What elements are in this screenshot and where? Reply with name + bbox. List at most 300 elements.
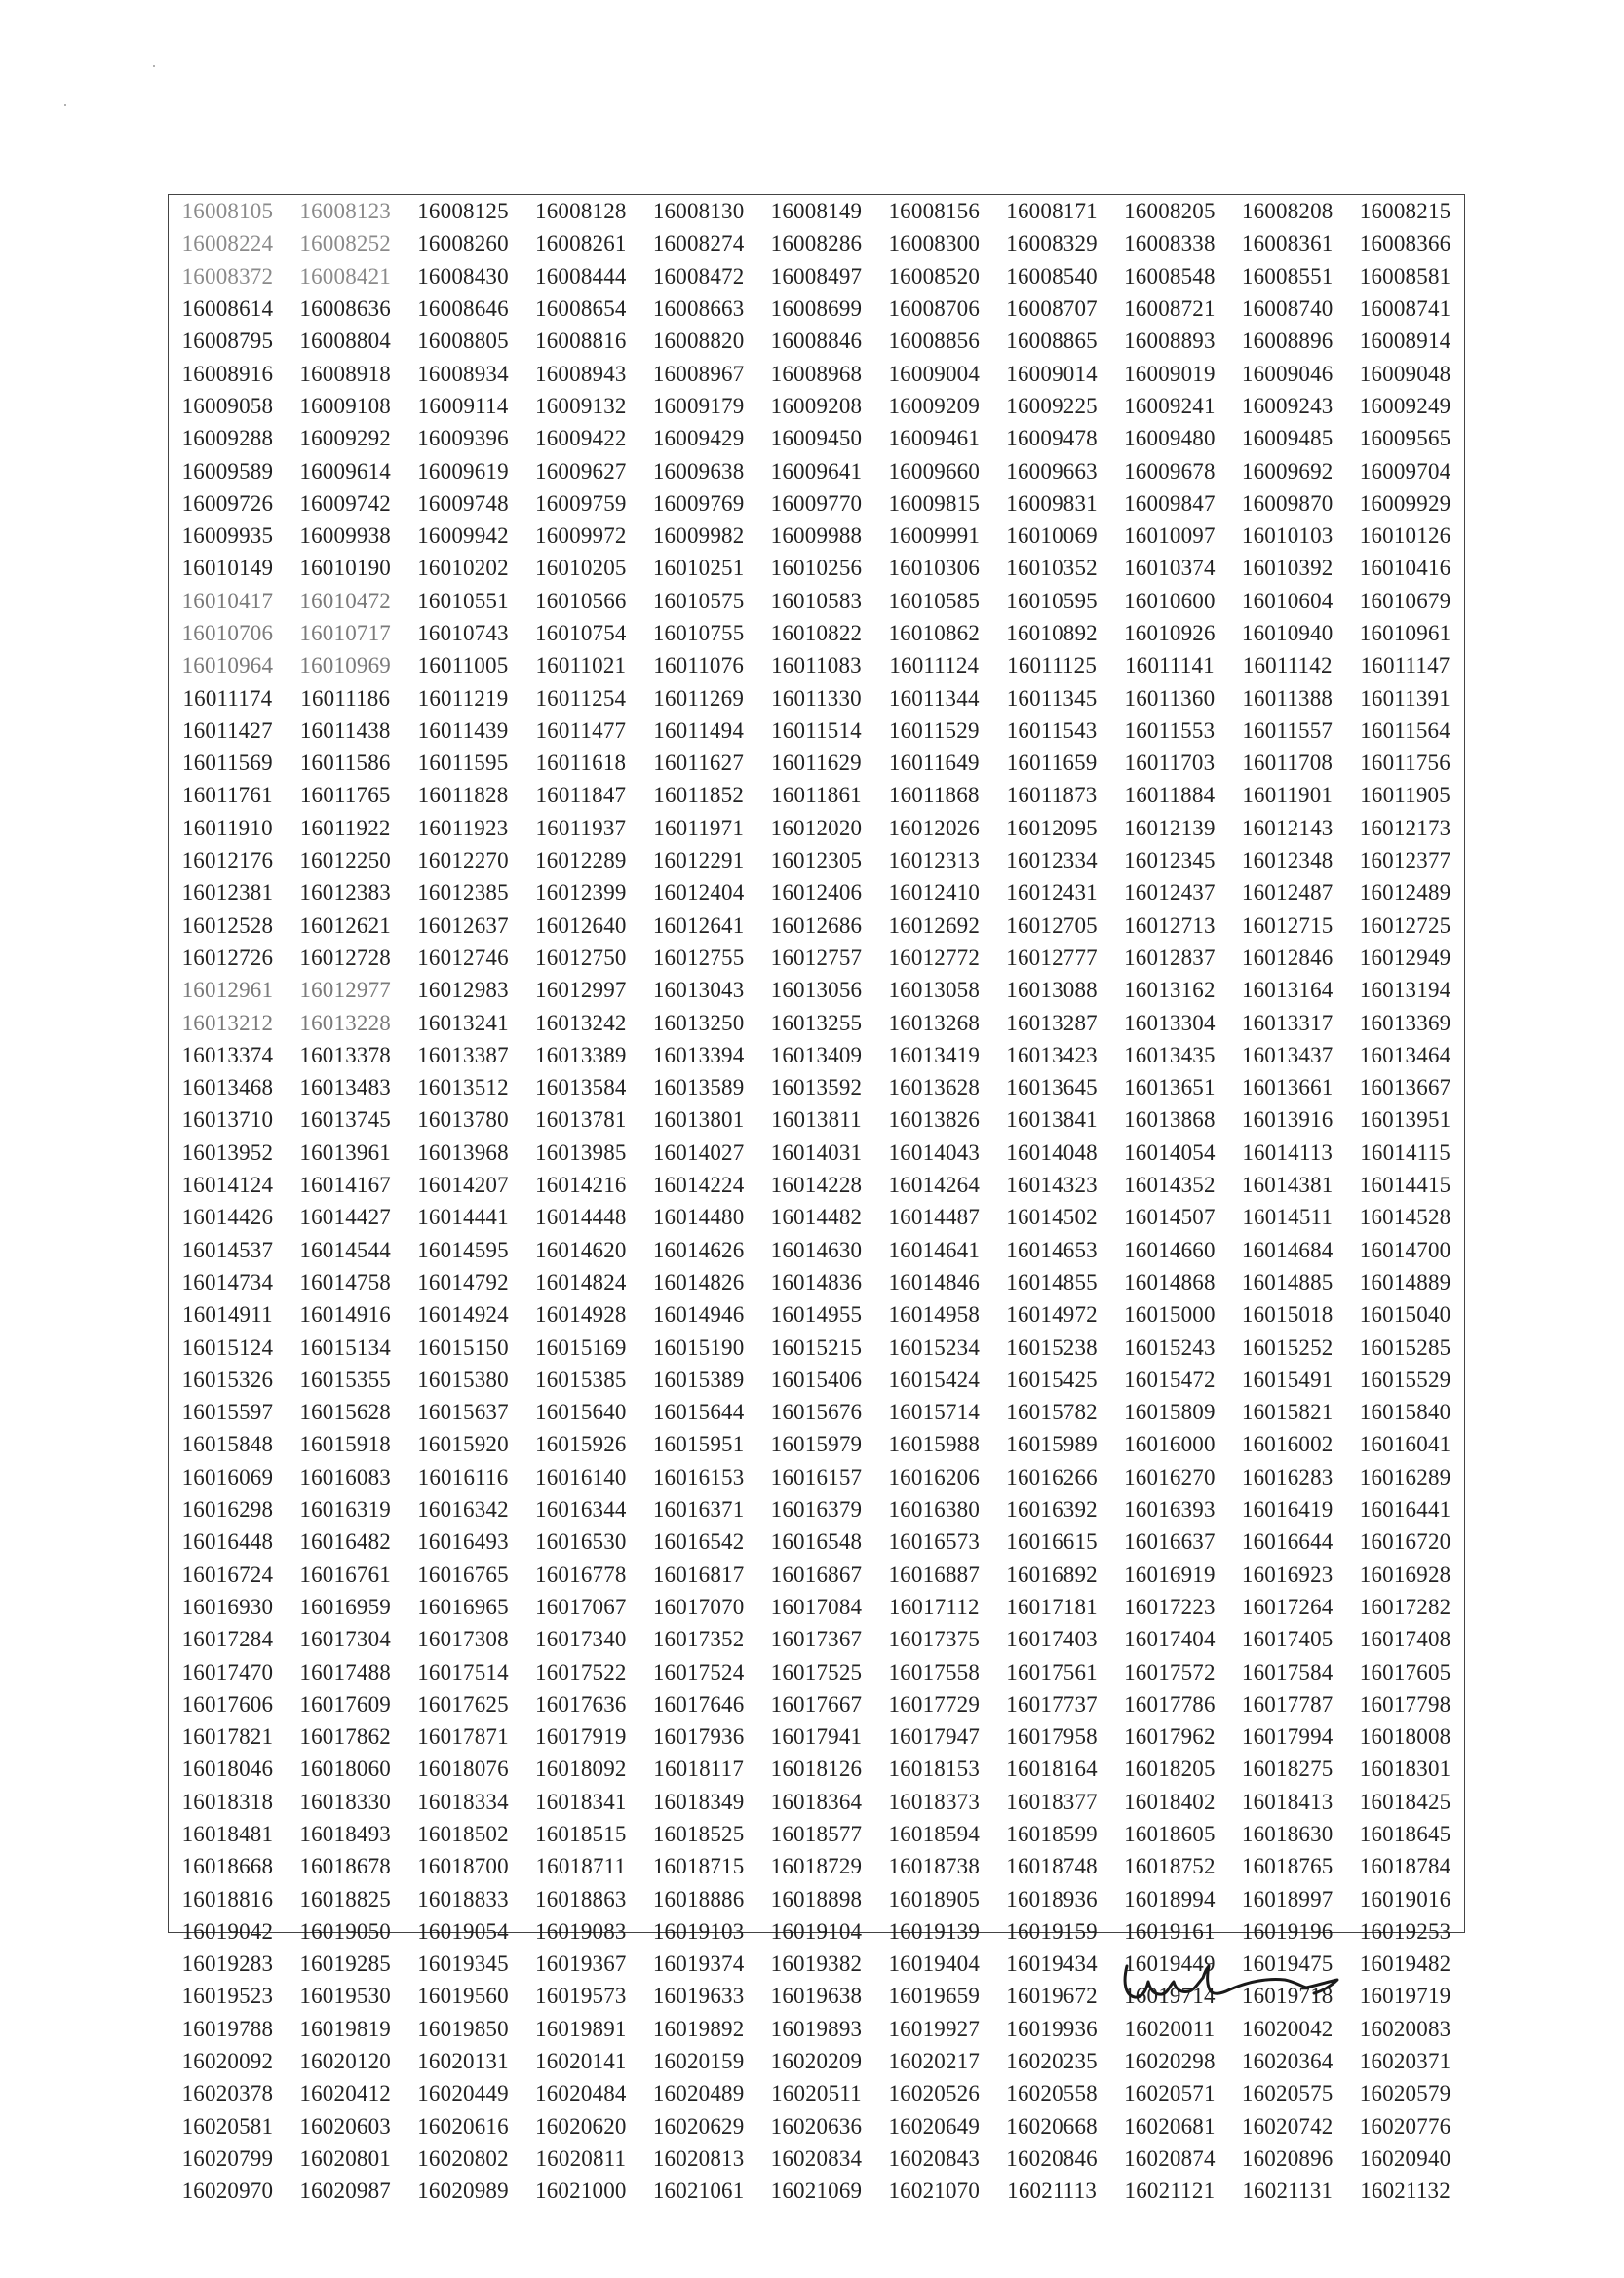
roll-number-cell: 16009565 <box>1359 426 1451 451</box>
roll-number-cell: 16013194 <box>1359 978 1451 1003</box>
roll-number-cell: 16012270 <box>417 848 509 873</box>
roll-number-cell: 16009938 <box>299 523 392 549</box>
roll-number-cell: 16010097 <box>1124 523 1216 549</box>
roll-number-cell: 16008215 <box>1359 199 1451 224</box>
roll-number-cell: 16019850 <box>417 2016 509 2041</box>
roll-number-cell: 16008918 <box>299 361 392 386</box>
roll-number-cell: 16019253 <box>1359 1918 1451 1944</box>
roll-number-cell: 16008338 <box>1124 231 1216 256</box>
roll-number-cell: 16010306 <box>888 556 981 581</box>
roll-number-cell: 16016419 <box>1241 1497 1334 1523</box>
roll-number-cell: 16020620 <box>535 2113 627 2139</box>
roll-number-cell: 16018493 <box>299 1821 392 1846</box>
roll-number-cell: 16009942 <box>417 523 509 549</box>
table-row <box>169 1364 1464 1396</box>
roll-number-cell: 16018833 <box>417 1886 509 1911</box>
roll-number-cell: 16021069 <box>770 2179 863 2204</box>
roll-number-cell: 16018334 <box>417 1789 509 1814</box>
table-row <box>169 1006 1464 1038</box>
roll-number-cell: 16008171 <box>1006 199 1098 224</box>
table-row <box>169 1169 1464 1201</box>
roll-number-cell: 16009988 <box>770 523 863 549</box>
roll-number-cell: 16016637 <box>1124 1529 1216 1555</box>
roll-number-cell: 16013468 <box>181 1075 274 1100</box>
roll-number-cell: 16009663 <box>1006 458 1098 483</box>
table-row <box>169 1266 1464 1298</box>
roll-number-cell: 16013419 <box>888 1042 981 1067</box>
roll-number-cell: 16016393 <box>1124 1497 1216 1523</box>
roll-number-cell: 16012410 <box>888 880 981 906</box>
roll-number-cell: 16019638 <box>770 1984 863 2009</box>
roll-number-cell: 16017304 <box>299 1627 392 1652</box>
roll-number-cell: 16013268 <box>888 1010 981 1035</box>
roll-number-cell: 16010472 <box>299 588 392 613</box>
roll-number-cell: 16016083 <box>299 1464 392 1489</box>
roll-number-cell: 16018275 <box>1241 1757 1334 1782</box>
roll-number-cell: 16020987 <box>299 2179 392 2204</box>
roll-number-cell: 16016530 <box>535 1529 627 1555</box>
table-row <box>169 844 1464 876</box>
roll-number-cell: 16009769 <box>652 490 745 516</box>
roll-number-cell: 16008224 <box>181 231 274 256</box>
table-row <box>169 1396 1464 1428</box>
roll-number-cell: 16015424 <box>888 1367 981 1392</box>
scan-speck <box>64 104 66 106</box>
roll-number-cell: 16016380 <box>888 1497 981 1523</box>
roll-number-cell: 16014502 <box>1006 1205 1098 1230</box>
table-row <box>169 422 1464 454</box>
roll-number-cell: 16018668 <box>181 1854 274 1879</box>
roll-number-cell: 16013968 <box>417 1139 509 1165</box>
roll-number-cell: 16019819 <box>299 2016 392 2041</box>
scan-speck <box>153 65 155 67</box>
roll-number-cell: 16019050 <box>299 1918 392 1944</box>
roll-number-cell: 16011388 <box>1242 685 1334 711</box>
roll-number-cell: 16010149 <box>181 556 274 581</box>
roll-number-cell: 16014928 <box>535 1302 627 1328</box>
roll-number-cell: 16010706 <box>181 621 274 645</box>
roll-number-cell: 16014626 <box>652 1237 745 1262</box>
table-row <box>169 1591 1464 1623</box>
roll-number-cell: 16018092 <box>535 1757 627 1782</box>
roll-number-cell: 16011708 <box>1242 751 1334 776</box>
roll-number-cell: 16009208 <box>770 393 863 418</box>
roll-number-cell: 16009048 <box>1359 361 1451 386</box>
roll-number-cell: 16017625 <box>417 1691 509 1717</box>
roll-number-cell: 16011873 <box>1006 783 1098 808</box>
roll-number-cell: 16012173 <box>1359 815 1451 840</box>
roll-number-cell: 16017936 <box>652 1724 745 1750</box>
roll-number-cell: 16011553 <box>1124 717 1216 743</box>
roll-number-cell: 16009288 <box>181 426 274 451</box>
roll-number-cell: 16012728 <box>299 945 392 970</box>
table-row <box>169 617 1464 649</box>
roll-number-cell: 16015169 <box>535 1334 627 1360</box>
table-row <box>169 942 1464 974</box>
roll-number-cell: 16009660 <box>888 458 981 483</box>
roll-number-cell: 16018364 <box>770 1789 863 1814</box>
roll-number-cell: 16013916 <box>1241 1107 1334 1133</box>
table-row <box>169 1234 1464 1266</box>
roll-number-cell: 16012777 <box>1006 945 1098 970</box>
table-row <box>169 1298 1464 1331</box>
roll-number-cell: 16019672 <box>1006 1984 1098 2009</box>
roll-number-cell: 16011659 <box>1006 751 1098 776</box>
roll-number-cell: 16015628 <box>299 1400 392 1425</box>
roll-number-cell: 16010743 <box>417 621 509 645</box>
roll-number-cell: 16009815 <box>888 490 981 516</box>
roll-number-cell: 16021000 <box>535 2179 627 2204</box>
roll-number-cell: 16015821 <box>1241 1400 1334 1425</box>
roll-number-cell: 16016041 <box>1359 1432 1451 1457</box>
roll-number-cell: 16010595 <box>1006 588 1098 613</box>
roll-number-cell: 16014916 <box>299 1302 392 1328</box>
roll-number-cell: 16014889 <box>1359 1269 1451 1294</box>
roll-number-cell: 16008916 <box>181 361 274 386</box>
roll-number-cell: 16009678 <box>1124 458 1216 483</box>
roll-number-cell: 16019633 <box>652 1984 745 2009</box>
roll-number-cell: 16012176 <box>181 848 274 873</box>
roll-number-cell: 16020571 <box>1124 2081 1216 2106</box>
roll-number-cell: 16013317 <box>1241 1010 1334 1035</box>
roll-number-cell: 16018330 <box>299 1789 392 1814</box>
roll-number-cell: 16011756 <box>1360 751 1450 776</box>
roll-number-cell: 16009132 <box>535 393 627 418</box>
table-row <box>169 876 1464 908</box>
roll-number-cell: 16010256 <box>770 556 863 581</box>
roll-number-cell: 16013088 <box>1006 978 1098 1003</box>
roll-number-cell: 16017737 <box>1006 1691 1098 1717</box>
roll-number-cell: 16019404 <box>888 1951 981 1977</box>
roll-number-cell: 16018301 <box>1359 1757 1451 1782</box>
roll-number-cell: 16015782 <box>1006 1400 1098 1425</box>
roll-number-cell: 16009004 <box>888 361 981 386</box>
roll-number-cell: 16019139 <box>888 1918 981 1944</box>
roll-number-cell: 16020209 <box>770 2049 863 2074</box>
roll-number-cell: 16018748 <box>1006 1854 1098 1879</box>
roll-number-cell: 16020629 <box>652 2113 745 2139</box>
table-row <box>169 520 1464 552</box>
roll-number-cell: 16008896 <box>1241 328 1334 354</box>
roll-number-cell: 16019196 <box>1241 1918 1334 1944</box>
roll-number-cell: 16020558 <box>1006 2081 1098 2106</box>
roll-number-cell: 16018164 <box>1006 1757 1098 1782</box>
roll-number-cell: 16011852 <box>653 783 745 808</box>
roll-number-cell: 16011142 <box>1242 653 1333 678</box>
roll-number-cell: 16020846 <box>1006 2145 1098 2171</box>
roll-number-cell: 16014946 <box>652 1302 745 1328</box>
roll-number-cell: 16009058 <box>181 393 274 418</box>
roll-number-cell: 16017941 <box>770 1724 863 1750</box>
roll-number-cell: 16011905 <box>1360 783 1450 808</box>
roll-number-cell: 16011147 <box>1360 653 1450 678</box>
roll-number-cell: 16017223 <box>1124 1594 1216 1619</box>
roll-number-cell: 16011629 <box>771 751 862 776</box>
roll-number-cell: 16018008 <box>1359 1724 1451 1750</box>
roll-number-cell: 16015918 <box>299 1432 392 1457</box>
table-row <box>169 812 1464 844</box>
roll-number-cell: 16016959 <box>299 1594 392 1619</box>
roll-number-cell: 16018349 <box>652 1789 745 1814</box>
roll-number-cell: 16014228 <box>770 1173 863 1198</box>
roll-number-cell: 16013651 <box>1124 1075 1216 1100</box>
roll-number-cell: 16014426 <box>181 1205 274 1230</box>
roll-number-cell: 16015951 <box>652 1432 745 1457</box>
roll-number-cell: 16018678 <box>299 1854 392 1879</box>
roll-number-cell: 16013162 <box>1124 978 1216 1003</box>
table-row <box>169 2077 1464 2109</box>
roll-number-cell: 16009422 <box>535 426 627 451</box>
roll-number-cell: 16019449 <box>1124 1951 1216 1977</box>
roll-number-cell: 16009759 <box>535 490 627 516</box>
roll-number-cell: 16011254 <box>535 685 627 711</box>
roll-number-cell: 16011971 <box>653 815 745 840</box>
roll-number-cell: 16009480 <box>1124 426 1216 451</box>
roll-number-cell: 16009225 <box>1006 393 1098 418</box>
roll-number-cell: 16017284 <box>181 1627 274 1652</box>
roll-number-cell: 16017352 <box>652 1627 745 1652</box>
roll-number-cell: 16014700 <box>1359 1237 1451 1262</box>
roll-number-cell: 16009292 <box>299 426 392 451</box>
roll-number-cell: 16017798 <box>1359 1691 1451 1717</box>
roll-number-cell: 16019530 <box>299 1984 392 2009</box>
roll-number-cell: 16010374 <box>1124 556 1216 581</box>
roll-number-cell: 16008286 <box>770 231 863 256</box>
roll-number-cell: 16015380 <box>417 1367 509 1392</box>
roll-number-cell: 16012250 <box>299 848 392 873</box>
roll-number-cell: 16020141 <box>535 2049 627 2074</box>
roll-number-cell: 16020511 <box>771 2081 862 2106</box>
roll-number-cell: 16015926 <box>535 1432 627 1457</box>
roll-number-table <box>169 195 1464 2207</box>
roll-number-cell: 16011922 <box>299 815 391 840</box>
roll-number-cell: 16017488 <box>299 1659 392 1684</box>
roll-number-cell: 16014352 <box>1124 1173 1216 1198</box>
roll-number-cell: 16020834 <box>770 2145 863 2171</box>
roll-number-cell: 16008865 <box>1006 328 1098 354</box>
roll-number-cell: 16017375 <box>888 1627 981 1652</box>
roll-number-cell: 16008893 <box>1124 328 1216 354</box>
roll-number-cell: 16015597 <box>181 1400 274 1425</box>
roll-number-cell: 16015637 <box>417 1400 509 1425</box>
roll-number-cell: 16015326 <box>181 1367 274 1392</box>
roll-number-cell: 16020371 <box>1359 2049 1451 2074</box>
roll-number-cell: 16016615 <box>1006 1529 1098 1555</box>
roll-number-cell: 16013710 <box>181 1107 274 1133</box>
roll-number-cell: 16020668 <box>1006 2113 1098 2139</box>
roll-number-cell: 16008366 <box>1359 231 1451 256</box>
signature-stroke <box>1125 1966 1337 1997</box>
roll-number-cell: 16018729 <box>770 1854 863 1879</box>
roll-number-cell: 16014048 <box>1006 1139 1098 1165</box>
roll-number-cell: 16008654 <box>535 296 627 322</box>
roll-number-cell: 16014924 <box>417 1302 509 1328</box>
roll-number-cell: 16018060 <box>299 1757 392 1782</box>
roll-number-cell: 16017871 <box>417 1724 509 1750</box>
roll-number-cell: 16008614 <box>181 296 274 322</box>
roll-number-cell: 16012143 <box>1241 815 1334 840</box>
roll-number-cell: 16020940 <box>1359 2145 1451 2171</box>
roll-number-cell: 16010604 <box>1241 588 1334 613</box>
table-row <box>169 1850 1464 1882</box>
roll-number-cell: 16017524 <box>652 1659 745 1684</box>
roll-number-cell: 16014958 <box>888 1302 981 1328</box>
roll-number-cell: 16020526 <box>888 2081 981 2106</box>
table-row <box>169 1558 1464 1590</box>
table-row <box>169 1688 1464 1720</box>
roll-number-cell: 16015190 <box>652 1334 745 1360</box>
roll-number-cell: 16014824 <box>535 1269 627 1294</box>
roll-number-cell: 16018153 <box>888 1757 981 1782</box>
roll-number-cell: 16009589 <box>181 458 274 483</box>
roll-number-cell: 16012095 <box>1006 815 1098 840</box>
roll-number-cell: 16012705 <box>1006 912 1098 938</box>
roll-number-cell: 16019714 <box>1124 1984 1216 2009</box>
roll-number-cell: 16010600 <box>1124 588 1216 613</box>
roll-number-cell: 16012313 <box>888 848 981 873</box>
roll-number-cell: 16020616 <box>417 2113 509 2139</box>
roll-number-cell: 16016371 <box>652 1497 745 1523</box>
roll-number-cell: 16013780 <box>417 1107 509 1133</box>
table-row <box>169 1655 1464 1687</box>
roll-number-cell: 16012431 <box>1006 880 1098 906</box>
roll-number-cell: 16013287 <box>1006 1010 1098 1035</box>
roll-number-cell: 16008820 <box>652 328 745 354</box>
roll-number-cell: 16013667 <box>1359 1075 1451 1100</box>
roll-number-cell: 16008846 <box>770 328 863 354</box>
roll-number-cell: 16017264 <box>1241 1594 1334 1619</box>
roll-number-cell: 16021132 <box>1360 2179 1450 2204</box>
roll-number-cell: 16017084 <box>770 1594 863 1619</box>
roll-number-cell: 16016319 <box>299 1497 392 1523</box>
roll-number-cell: 16013435 <box>1124 1042 1216 1067</box>
roll-number-cell: 16018738 <box>888 1854 981 1879</box>
roll-number-cell: 16017994 <box>1241 1724 1334 1750</box>
roll-number-cell: 16009249 <box>1359 393 1451 418</box>
roll-number-cell: 16019054 <box>417 1918 509 1944</box>
roll-number-cell: 16008444 <box>535 263 627 289</box>
roll-number-cell: 16013394 <box>652 1042 745 1067</box>
roll-number-cell: 16015385 <box>535 1367 627 1392</box>
roll-number-cell: 16020649 <box>888 2113 981 2139</box>
roll-number-cell: 16019016 <box>1359 1886 1451 1911</box>
roll-number-cell: 16008300 <box>888 231 981 256</box>
roll-number-cell: 16008934 <box>417 361 509 386</box>
roll-number-cell: 16019523 <box>181 1984 274 2009</box>
table-row <box>169 1786 1464 1818</box>
roll-number-cell: 16014323 <box>1006 1173 1098 1198</box>
roll-number-cell: 16009748 <box>417 490 509 516</box>
roll-number-cell: 16017408 <box>1359 1627 1451 1652</box>
roll-number-cell: 16014480 <box>652 1205 745 1230</box>
roll-number-cell: 16010717 <box>299 621 392 645</box>
roll-number-cell: 16015979 <box>770 1432 863 1457</box>
roll-number-cell: 16016817 <box>652 1562 745 1587</box>
roll-number-cell: 16012348 <box>1241 848 1334 873</box>
roll-number-cell: 16013374 <box>181 1042 274 1067</box>
roll-number-cell: 16019560 <box>417 1984 509 2009</box>
roll-number-cell: 16019718 <box>1241 1984 1334 2009</box>
roll-number-cell: 16013164 <box>1241 978 1334 1003</box>
roll-number-cell: 16011438 <box>299 717 391 743</box>
roll-number-cell: 16020581 <box>181 2113 274 2139</box>
roll-number-cell: 16012139 <box>1124 815 1216 840</box>
roll-number-cell: 16009831 <box>1006 490 1098 516</box>
roll-number-cell: 16013378 <box>299 1042 392 1067</box>
roll-number-cell: 16017522 <box>535 1659 627 1684</box>
roll-number-cell: 16019345 <box>417 1951 509 1977</box>
table-row <box>169 779 1464 811</box>
roll-number-cell: 16009014 <box>1006 361 1098 386</box>
roll-number-cell: 16019374 <box>652 1951 745 1977</box>
roll-number-cell: 16008149 <box>770 199 863 224</box>
roll-number-cell: 16014855 <box>1006 1269 1098 1294</box>
roll-number-cell: 16011269 <box>653 685 745 711</box>
roll-number-cell: 16020681 <box>1124 2113 1216 2139</box>
roll-number-cell: 16010822 <box>770 621 863 645</box>
roll-number-cell: 16014653 <box>1006 1237 1098 1262</box>
roll-number-cell: 16018502 <box>417 1821 509 1846</box>
roll-number-cell: 16013841 <box>1006 1107 1098 1133</box>
roll-number-cell: 16014544 <box>299 1237 392 1262</box>
roll-number-cell: 16018825 <box>299 1886 392 1911</box>
roll-number-cell: 16020811 <box>535 2145 627 2171</box>
roll-number-cell: 16014528 <box>1359 1205 1451 1230</box>
roll-number-cell: 16010417 <box>181 588 274 613</box>
roll-number-cell: 16009114 <box>417 393 509 418</box>
roll-number-cell: 16015491 <box>1241 1367 1334 1392</box>
roll-number-cell: 16017667 <box>770 1691 863 1717</box>
roll-number-cell: 16009450 <box>770 426 863 451</box>
roll-number-cell: 16018318 <box>181 1789 274 1814</box>
roll-number-cell: 16017514 <box>417 1659 509 1684</box>
roll-number-cell: 16016892 <box>1006 1562 1098 1587</box>
roll-number-cell: 16012026 <box>888 815 981 840</box>
roll-number-cell: 16014846 <box>888 1269 981 1294</box>
roll-number-cell: 16013645 <box>1006 1075 1098 1100</box>
roll-number-cell: 16014955 <box>770 1302 863 1328</box>
roll-number-cell: 16011186 <box>300 685 391 711</box>
roll-number-cell: 16013056 <box>770 978 863 1003</box>
roll-number-cell: 16019892 <box>652 2016 745 2041</box>
roll-number-cell: 16015000 <box>1124 1302 1216 1328</box>
roll-number-cell: 16011005 <box>417 653 509 678</box>
roll-number-cell: 16020801 <box>299 2145 392 2171</box>
roll-number-cell: 16021131 <box>1242 2179 1334 2204</box>
roll-number-cell: 16015848 <box>181 1432 274 1457</box>
roll-number-cell: 16018076 <box>417 1757 509 1782</box>
roll-number-cell: 16019042 <box>181 1918 274 1944</box>
roll-number-cell: 16012404 <box>652 880 745 906</box>
roll-number-cell: 16012437 <box>1124 880 1216 906</box>
roll-number-cell: 16008260 <box>417 231 509 256</box>
roll-number-cell: 16009770 <box>770 490 863 516</box>
roll-number-cell: 16016542 <box>652 1529 745 1555</box>
roll-number-cell: 16017470 <box>181 1659 274 1684</box>
roll-number-cell: 16008741 <box>1359 296 1451 322</box>
roll-number-cell: 16017367 <box>770 1627 863 1652</box>
roll-number-cell: 16018784 <box>1359 1854 1451 1879</box>
roll-number-cell: 16021070 <box>888 2179 981 2204</box>
roll-number-cell: 16011564 <box>1360 717 1450 743</box>
roll-number-cell: 16014054 <box>1124 1139 1216 1165</box>
roll-number-cell: 16013952 <box>181 1139 274 1165</box>
roll-number-cell: 16020484 <box>535 2081 627 2106</box>
roll-number-cell: 16011847 <box>535 783 627 808</box>
roll-number-cell: 16008706 <box>888 296 981 322</box>
roll-number-cell: 16009614 <box>299 458 392 483</box>
table-row <box>169 1331 1464 1363</box>
